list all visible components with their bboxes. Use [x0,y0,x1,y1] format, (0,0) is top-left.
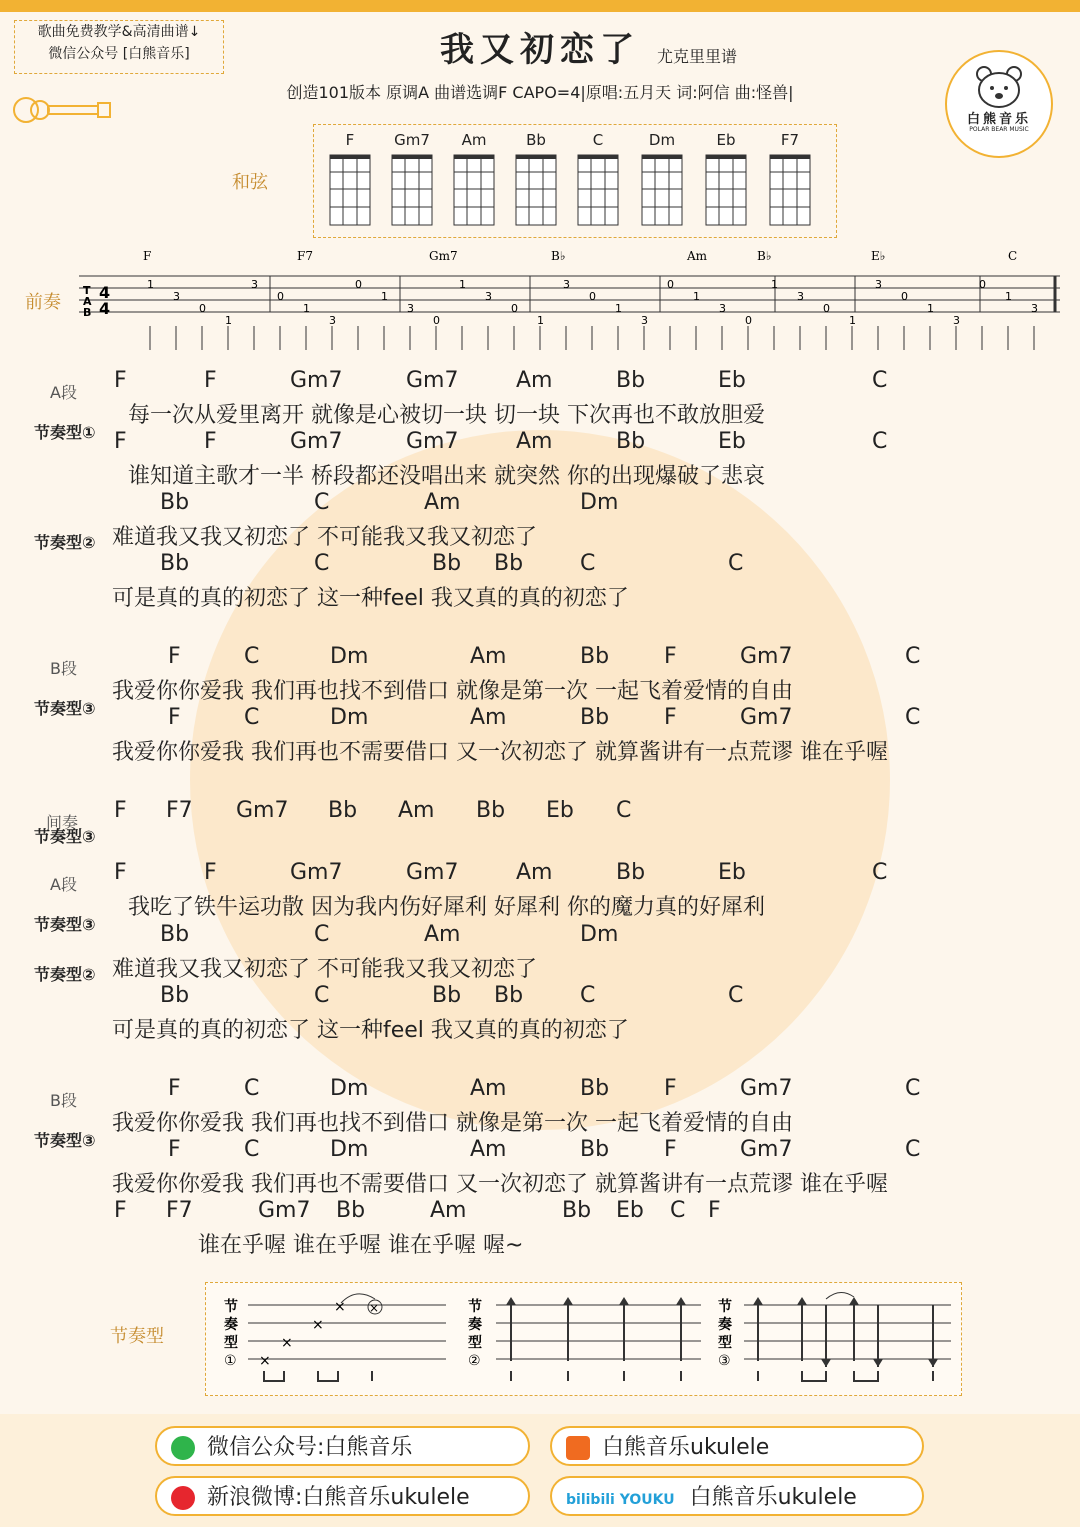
chord-label: Am [424,922,461,947]
section-label: B段 [50,1091,77,1110]
chord-label: Dm [580,922,619,947]
svg-text:型: 型 [718,1335,732,1351]
chord-label: Gm7 [406,429,459,454]
chord-label: F [708,1198,721,1223]
chord-label: Eb [718,368,746,393]
tab-fret-number: 1 [615,302,622,315]
tab-fret-number: 0 [199,302,206,315]
tab-fret-number: 0 [277,290,284,303]
chord-label: Am [424,490,461,515]
intro-chord: C [1008,249,1018,263]
lyric-line [0,490,1080,552]
chord-name: Dm [648,131,676,149]
tab-fret-number: 0 [433,314,440,327]
svg-text:4: 4 [99,299,111,318]
chord-label: C [872,368,888,393]
chord-label: C [244,644,260,669]
intro-label: 前奏 [25,292,61,313]
weibo-pill[interactable] [155,1476,530,1516]
tab-fret-number: 3 [173,290,180,303]
chord-label: Gm7 [406,368,459,393]
promo-line-1: 歌曲免费教学&高清曲谱↓ [37,24,201,40]
chord-grid [326,151,374,229]
chord-name: C [592,131,604,149]
chord-label: Gm7 [236,798,289,823]
top-accent-bar [0,0,1080,12]
tab-fret-number: 1 [927,302,934,315]
chord-Bb [508,131,564,229]
chord-label: C [314,922,330,947]
tab-fret-number: 3 [563,278,570,291]
chord-label: Dm [580,490,619,515]
rhythm-type: 节奏型② [34,965,96,984]
tab-fret-number: 3 [719,302,726,315]
tab-fret-number: 3 [329,314,336,327]
chord-label: Bb [328,798,358,823]
chord-label: C [905,1076,921,1101]
chord-label: Eb [718,429,746,454]
rhythm-legend [205,1282,962,1396]
chord-grid [450,151,498,229]
taobao-text: 白熊音乐ukulele [602,1435,770,1460]
chord-name: Gm7 [394,131,430,149]
lyric-text: 每一次从爱里离开 就像是心被切一块 切一块 下次再也不敢放胆爱 [128,403,765,428]
chord-label: C [905,705,921,730]
chord-label: Am [470,705,507,730]
chord-label: C [314,983,330,1008]
wechat-icon [171,1436,195,1460]
chord-label: Gm7 [740,1076,793,1101]
tab-fret-number: 1 [1005,290,1012,303]
chord-name: Eb [716,131,736,149]
song-title: 我又初恋了 [440,30,640,70]
chord-name: F [345,131,355,149]
tab-fret-number: 1 [459,278,466,291]
chord-label: Gm7 [740,1137,793,1162]
svg-text:①: ① [224,1353,237,1369]
chord-grid [638,151,686,229]
chord-label: Bb [160,551,190,576]
intro-chord: F7 [297,249,313,263]
chord-label: Am [470,644,507,669]
taobao-pill[interactable] [550,1426,924,1466]
chord-label: C [244,1137,260,1162]
lyric-line [0,922,1080,984]
lyric-text: 难道我又我又初恋了 不可能我又我又初恋了 [112,957,537,982]
rhythm-type: 节奏型③ [34,699,96,718]
lyric-text: 我爱你你爱我 我们再也找不到借口 就像是第一次 一起飞着爱情的自由 [112,1111,793,1136]
tab-fret-number: 1 [849,314,856,327]
svg-text:节: 节 [718,1299,732,1315]
logo [945,50,1053,158]
svg-text:型: 型 [468,1335,482,1351]
chord-label: Am [470,1137,507,1162]
chord-label: C [728,551,744,576]
chord-label: F [664,705,677,730]
chord-label: Gm7 [290,368,343,393]
tab-fret-number: 3 [251,278,258,291]
chord-F7 [762,131,818,229]
svg-text:奏: 奏 [718,1317,732,1333]
chord-diagrams [313,124,837,238]
rhythm-patterns [206,1283,961,1395]
chord-label: F [204,429,217,454]
chord-label: F [168,644,181,669]
chord-label: C [314,490,330,515]
tab-fret-number: 0 [355,278,362,291]
chord-label: Bb [580,1137,610,1162]
lyric-line [0,1198,1080,1260]
chord-grid [512,151,560,229]
chord-label: Am [430,1198,467,1223]
chord-label: C [580,551,596,576]
svg-text:奏: 奏 [224,1317,238,1333]
tab-fret-number: 1 [693,290,700,303]
chord-label: C [314,551,330,576]
chord-label: Eb [546,798,574,823]
chord-label: F [664,1137,677,1162]
chord-label: C [244,705,260,730]
chord-label: F [168,705,181,730]
chord-label: Am [470,1076,507,1101]
svg-text:B: B [83,306,92,319]
tab-fret-number: 1 [537,314,544,327]
chord-label: Bb [616,860,646,885]
chord-label: Bb [432,983,462,1008]
chord-label: Bb [160,922,190,947]
video-brands: bilibili YOUKU [566,1492,675,1508]
lyric-line [0,429,1080,491]
tab-fret-number: 3 [875,278,882,291]
arranger-label: 尤克里里谱 [657,47,738,66]
tab-fret-number: 0 [979,278,986,291]
chord-grid [766,151,814,229]
chord-Am [446,131,502,229]
intro-chord: E♭ [871,249,886,263]
svg-text:②: ② [468,1353,481,1369]
tab-fret-number: 0 [745,314,752,327]
chord-label: F [114,1198,127,1223]
chord-label: Am [398,798,435,823]
chord-label: F [114,860,127,885]
rhythm-type: 节奏型③ [34,915,96,934]
tab-fret-number: 3 [797,290,804,303]
lyric-line [0,1076,1080,1138]
lyric-text: 谁知道主歌才一半 桥段都还没唱出来 就突然 你的出现爆破了悲哀 [128,464,765,489]
footer [0,1414,1080,1527]
lyric-text: 可是真的真的初恋了 这一种feel 我又真的真的初恋了 [112,586,629,611]
svg-text:×: × [281,1335,293,1351]
rhythm-type: 节奏型③ [34,1131,96,1150]
chord-label: Bb [494,551,524,576]
chord-label: Bb [476,798,506,823]
chords-label: 和弦 [232,172,268,193]
lyric-text: 我吃了铁牛运功散 因为我内伤好犀利 好犀利 你的魔力真的好犀利 [128,895,765,920]
chord-label: Am [516,368,553,393]
wechat-text: 微信公众号:白熊音乐 [207,1435,413,1460]
chord-Gm7 [384,131,440,229]
chord-label: F [114,798,127,823]
wechat-pill[interactable] [155,1426,530,1466]
intro-chord: F [143,249,152,263]
chord-label: Bb [580,705,610,730]
tab-fret-number: 3 [1031,302,1038,315]
chord-Eb [698,131,754,229]
bear-icon [969,60,1029,110]
chord-label: C [905,1137,921,1162]
tab-fret-number: 3 [641,314,648,327]
logo-text: 白熊音乐 [966,112,1031,127]
chord-label: F [114,368,127,393]
svg-text:×: × [369,1301,380,1315]
svg-text:节: 节 [224,1299,238,1315]
tab-fret-number: 0 [589,290,596,303]
chord-label: C [616,798,632,823]
video-pill[interactable] [550,1476,924,1516]
chord-label: C [872,429,888,454]
lyric-text: 我爱你你爱我 我们再也找不到借口 就像是第一次 一起飞着爱情的自由 [112,679,793,704]
svg-text:型: 型 [224,1335,238,1351]
chord-label: Bb [580,1076,610,1101]
chord-label: F [204,860,217,885]
chord-label: Bb [616,368,646,393]
lyric-line [0,1137,1080,1199]
tab-fret-number: 0 [511,302,518,315]
rhythm-legend-label: 节奏型 [110,1326,164,1347]
tab-fret-number: 0 [823,302,830,315]
lyric-line [0,860,1080,922]
chord-label: Dm [330,644,369,669]
chord-label: Eb [616,1198,644,1223]
chord-grid [388,151,436,229]
section-label: A段 [50,383,77,402]
chord-Dm [634,131,690,229]
svg-text:③: ③ [718,1353,731,1369]
lyric-line [0,983,1080,1045]
chord-label: Gm7 [740,705,793,730]
chord-label: Gm7 [290,429,343,454]
rhythm-pattern-3 [718,1292,951,1381]
chord-label: Bb [616,429,646,454]
lyric-line [0,705,1080,767]
chord-label: C [580,983,596,1008]
svg-text:节: 节 [468,1299,482,1315]
chord-label: F [664,1076,677,1101]
chord-label: Bb [160,983,190,1008]
tab-fret-number: 1 [771,278,778,291]
rhythm-type: 节奏型③ [34,827,96,846]
chord-label: C [244,1076,260,1101]
tab-fret-number: 0 [901,290,908,303]
chord-label: Dm [330,705,369,730]
intro-chord: B♭ [551,249,566,263]
rhythm-type: 节奏型② [34,533,96,552]
chord-label: C [872,860,888,885]
lyric-text: 我爱你你爱我 我们再也不需要借口 又一次初恋了 就算酱讲有一点荒谬 谁在乎喔 [112,1172,888,1197]
chord-label: F [114,429,127,454]
svg-text:×: × [312,1317,324,1333]
section-label: 间奏 [46,813,79,832]
chord-label: Gm7 [290,860,343,885]
lyric-text: 可是真的真的初恋了 这一种feel 我又真的真的初恋了 [112,1018,629,1043]
song-meta: 创造101版本 原调A 曲谱选调F CAPO=4|原唱:五月天 词:阿信 曲:怪兽| [286,83,794,102]
chord-label: Bb [562,1198,592,1223]
chord-label: F7 [166,798,193,823]
lyric-line [0,644,1080,706]
lyric-line [0,798,1080,860]
chord-label: F [168,1137,181,1162]
lyric-text: 难道我又我又初恋了 不可能我又我又初恋了 [112,525,537,550]
chord-label: F [168,1076,181,1101]
chord-label: Gm7 [740,644,793,669]
chord-label: Gm7 [406,860,459,885]
chord-label: C [670,1198,686,1223]
chord-label: Gm7 [258,1198,311,1223]
intro-chord: Am [687,249,708,263]
chord-grid [574,151,622,229]
chord-label: Eb [718,860,746,885]
taobao-icon [566,1436,590,1460]
lyric-line [0,368,1080,430]
lyric-text: 谁在乎喔 谁在乎喔 谁在乎喔 喔~ [198,1233,524,1258]
chord-label: Am [516,860,553,885]
tab-fret-number: 3 [407,302,414,315]
chord-grid [702,151,750,229]
chord-label: Bb [160,490,190,515]
tab-fret-number: 3 [953,314,960,327]
svg-text:4: 4 [99,283,111,302]
logo-subtext: POLAR BEAR MUSIC [969,126,1029,133]
section-label: A段 [50,875,77,894]
chord-F [322,131,378,229]
rhythm-type: 节奏型① [34,423,96,442]
svg-text:×: × [259,1353,271,1369]
svg-text:T: T [83,284,91,297]
chord-label: Bb [336,1198,366,1223]
chord-label: Am [516,429,553,454]
intro-chord: Gm7 [429,249,458,263]
tab-fret-number: 1 [381,290,388,303]
svg-text:×: × [334,1299,346,1315]
chord-label: Dm [330,1076,369,1101]
chord-label: C [905,644,921,669]
video-text: 白熊音乐ukulele [689,1485,857,1510]
tab-fret-number: 0 [667,278,674,291]
weibo-text: 新浪微博:白熊音乐ukulele [207,1485,470,1510]
chord-name: Bb [526,131,546,149]
intro-chord: B♭ [757,249,772,263]
chord-label: C [728,983,744,1008]
lyric-text: 我爱你你爱我 我们再也不需要借口 又一次初恋了 就算酱讲有一点荒谬 谁在乎喔 [112,740,888,765]
section-label: B段 [50,659,77,678]
chord-name: F7 [780,131,800,149]
chord-label: Dm [330,1137,369,1162]
rhythm-pattern-1 [224,1294,446,1381]
chord-label: F7 [166,1198,193,1223]
tab-fret-number: 1 [225,314,232,327]
weibo-icon [171,1486,195,1510]
tab-fret-number: 1 [303,302,310,315]
chord-label: Bb [494,983,524,1008]
tab-fret-number: 3 [485,290,492,303]
svg-text:A: A [83,295,92,308]
svg-text:奏: 奏 [468,1317,482,1333]
rhythm-pattern-2 [468,1297,701,1381]
chord-C [570,131,626,229]
chord-label: F [204,368,217,393]
lyric-line [0,551,1080,613]
tab-fret-number: 1 [147,278,154,291]
intro-tablature [75,246,1065,356]
chord-label: Bb [580,644,610,669]
promo-line-2: 微信公众号 [白熊音乐] [48,46,190,62]
chord-label: Bb [432,551,462,576]
chord-name: Am [461,131,487,149]
chord-label: F [664,644,677,669]
